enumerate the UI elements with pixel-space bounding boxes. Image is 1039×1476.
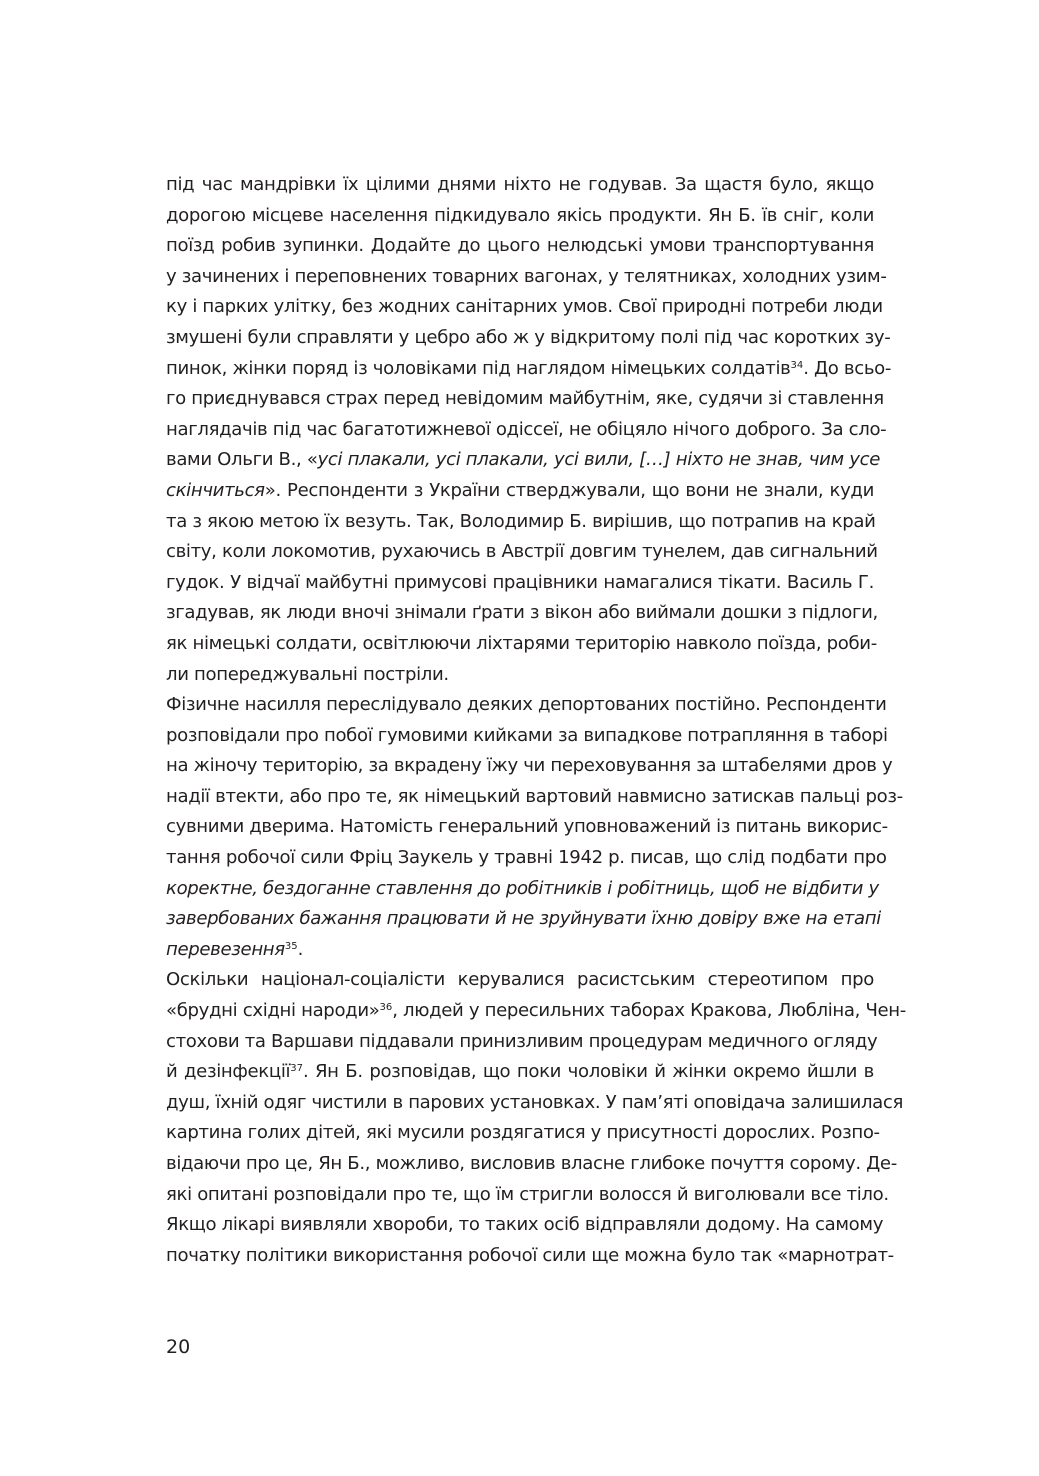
text-line [166, 965, 874, 996]
italic-quote: усі плакали, усі плакали, усі вили, […] ніхто не знав, чим усе [317, 449, 880, 471]
text-run: Якщо лікарі виявляли хвороби, то таких осіб відправляли додому. На самому [166, 1214, 884, 1236]
text-line [166, 629, 877, 660]
text-run: ку і парких улітку, без жодних санітарних умов. Свої природні потреби люди [166, 296, 883, 318]
text-run: вами Ольги В., « [166, 449, 318, 471]
italic-quote: скінчиться [166, 479, 265, 501]
text-line [166, 537, 878, 568]
text-run: поїзд робив зупинки. Додайте до цього нелюдські умови транспортування [166, 235, 874, 257]
text-run: які опитані розповідали про те, що їм стригли волосся й виголювали все тіло. [166, 1183, 889, 1205]
text-run: початку політики використання робочої сили ще можна було так «марнотрат- [166, 1244, 894, 1266]
text-line [166, 262, 887, 293]
text-line [166, 598, 878, 629]
text-run: й дезінфекції [166, 1061, 291, 1083]
text-line [166, 751, 893, 782]
text-line [166, 1027, 878, 1058]
text-run: як німецькі солдати, освітлюючи ліхтарями територію навколо поїзда, роби- [166, 632, 877, 654]
text-run: під час мандрівки їх цілими днями ніхто не годував. За щастя було, якщо [166, 174, 874, 195]
text-run: «брудні східні народи» [166, 1000, 380, 1022]
text-line [166, 874, 879, 905]
text-line [166, 445, 880, 476]
text-run: сувними дверима. Натомість генеральний уповноважений із питань викорис- [166, 816, 888, 838]
text-run: . [297, 938, 303, 960]
text-line [166, 354, 892, 385]
text-line [166, 782, 903, 813]
text-line [166, 935, 874, 966]
text-line [166, 690, 887, 721]
italic-quote: перевезення [166, 938, 285, 960]
page-number: 20 [166, 1336, 191, 1358]
text-run: згадував, як люди вночі знімали ґрати з вікон або виймали дошки з підлоги, [166, 602, 878, 624]
text-run: ли попереджувальні постріли. [166, 663, 449, 685]
text-line [166, 415, 887, 446]
text-line [166, 1118, 880, 1149]
text-line [166, 1241, 894, 1272]
text-run: розповідали про побої гумовими кийками за випадкове потрапляння в таборі [166, 724, 888, 746]
text-run: наглядачів під час багатотижневої одіссеї, не обіцяло нічого доброго. За сло- [166, 418, 887, 440]
text-line [166, 170, 874, 201]
text-line [166, 1057, 874, 1088]
footnote-ref: 36 [379, 1002, 393, 1014]
footnote-ref: 37 [290, 1063, 303, 1075]
text-run: світу, коли локомотив, рухаючись в Австрії довгим тунелем, дав сигнальний [166, 541, 878, 563]
text-line [166, 1088, 904, 1119]
paragraph [166, 170, 892, 690]
text-line [166, 323, 891, 354]
text-line [166, 568, 874, 599]
footnote-ref: 35 [284, 940, 298, 952]
text-line [166, 1149, 897, 1180]
text-line [166, 201, 874, 232]
text-line [166, 231, 874, 262]
text-run: пинок, жінки поряд із чоловіками під наглядом німецьких солдатів [166, 357, 791, 379]
text-line [166, 292, 883, 323]
text-run: та з якою метою їх везуть. Так, Володимир Б. вирішив, що потрапив на край [166, 510, 876, 532]
text-line [166, 812, 888, 843]
text-line [166, 660, 874, 691]
body-text [166, 170, 906, 1271]
text-run: картина голих дітей, які мусили роздягатися у присутності дорослих. Розпо- [166, 1122, 880, 1144]
text-run: надії втекти, або про те, як німецький вартовий навмисно затискав пальці роз- [166, 785, 903, 807]
text-line [166, 1210, 884, 1241]
text-run: у зачинених і переповнених товарних вагонах, у телятниках, холодних узим- [166, 265, 887, 287]
text-line [166, 843, 887, 874]
text-run: Фізичне насилля переслідувало деяких депортованих постійно. Респонденти [166, 694, 887, 716]
text-line [166, 996, 906, 1027]
text-run: Оскільки націонал-соціалісти керувалися расистським стереотипом про [166, 969, 874, 991]
text-line [166, 476, 874, 507]
text-run: , людей у пересильних таборах Кракова, Любліна, Чен- [392, 1000, 906, 1022]
text-run: відаючи про це, Ян Б., можливо, висловив власне глибоке почуття сорому. Де- [166, 1153, 897, 1174]
text-run: тання робочої сили Фріц Заукель у травні 1942 р. писав, що слід подбати про [166, 847, 887, 869]
text-run: душ, їхній одяг чистили в парових установках. У пам’яті оповідача залишилася [166, 1091, 904, 1113]
paragraph [166, 690, 903, 965]
text-run: го приєднувався страх перед невідомим майбутнім, яке, судячи зі ставлення [166, 388, 884, 410]
text-run: гудок. У відчаї майбутні примусові працівники намагалися тікати. Василь Г. [166, 571, 874, 593]
text-run: ». Респонденти з України стверджували, що вони не знали, куди [264, 479, 874, 501]
text-line [166, 904, 881, 935]
paragraph [166, 965, 906, 1271]
text-run: дорогою місцеве населення підкидувало якісь продукти. Ян Б. їв сніг, коли [166, 204, 874, 226]
text-line [166, 384, 884, 415]
text-run: стохови та Варшави піддавали принизливим процедурам медичного огляду [166, 1030, 878, 1052]
text-run: . Ян Б. розповідав, що поки чоловіки й жінки окремо йшли в [302, 1061, 874, 1083]
italic-quote: коректне, бездоганне ставлення до робітників і робітниць, щоб не відбити у [166, 877, 879, 899]
text-run: . До всьо- [803, 357, 892, 379]
text-line [166, 721, 888, 752]
text-run: на жіночу територію, за вкрадену їжу чи переховування за штабелями дров у [166, 755, 893, 777]
text-line [166, 1180, 889, 1211]
text-run: змушені були справляти у цебро або ж у відкритому полі під час коротких зу- [166, 326, 891, 348]
italic-quote: завербованих бажання працювати й не зруйнувати їхню довіру вже на етапі [166, 908, 881, 930]
text-line [166, 507, 874, 538]
footnote-ref: 34 [790, 359, 804, 371]
